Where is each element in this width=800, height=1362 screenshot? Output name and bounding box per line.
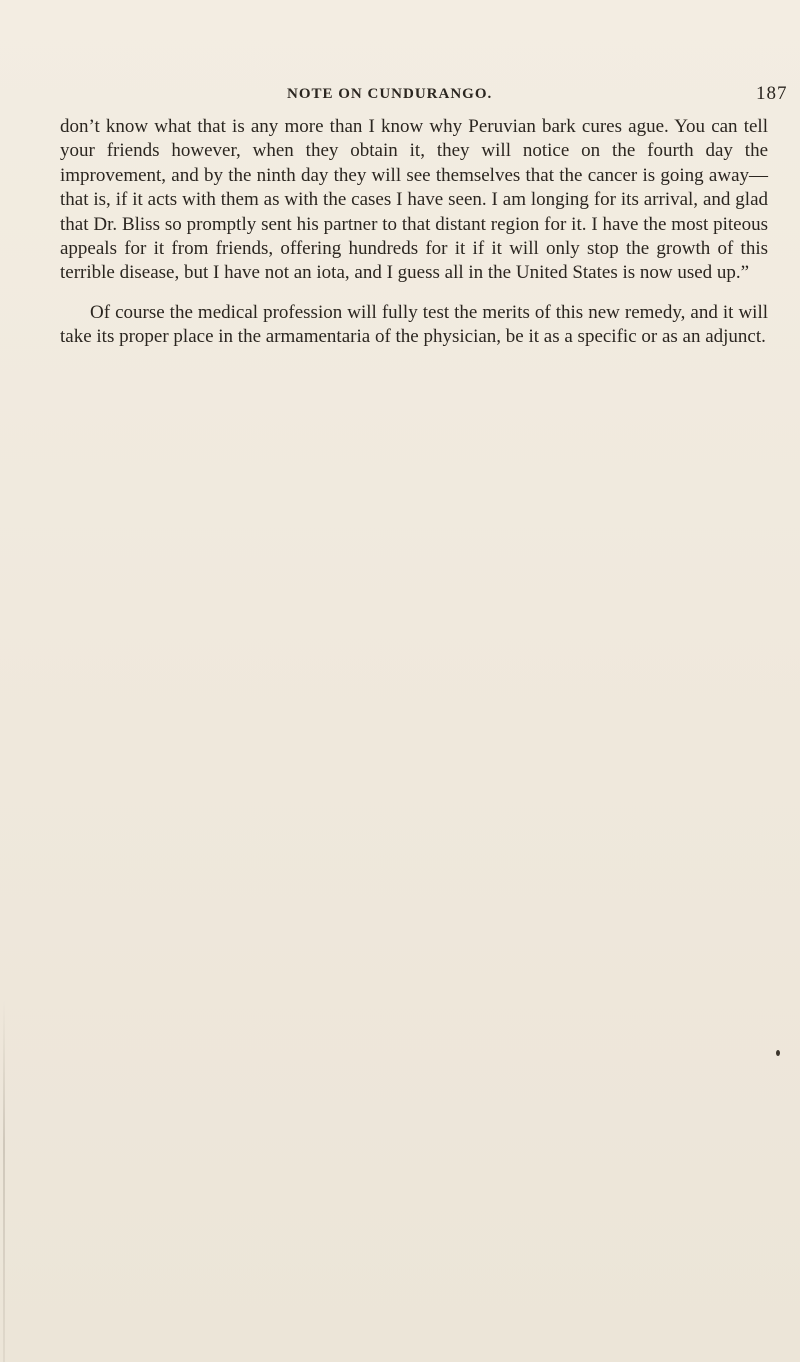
page-number: 187 <box>756 83 788 104</box>
print-speck <box>776 1050 780 1056</box>
paragraph-continued: don’t know what that is any more than I know why Peruvian bark cures ague. You can tell your friends however, when they obtain it, they will notice on the fourth day the improvement, and by the ninth day they will see themselves that the cancer is going away—that is, if it acts with them as with the cases I have seen. I am longing for its arrival, and glad that Dr. Bliss so promptly sent his partner to that distant region for it. I have the most piteous appeals for it from friends, offering hundreds for it if it will only stop the growth of this terrible disease, but I have not an iota, and I guess all in the United States is now used up.” <box>60 116 768 284</box>
body-text <box>60 115 768 350</box>
paragraph: Of course the medical profession will fully test the merits of this new remedy, and it will take its proper place in the armamentaria of the physician, be it as a specific or as an adjunct. <box>60 301 768 348</box>
page-edge-shadow <box>3 1000 5 1362</box>
running-head-title: NOTE ON CUNDURANGO. <box>287 86 493 102</box>
